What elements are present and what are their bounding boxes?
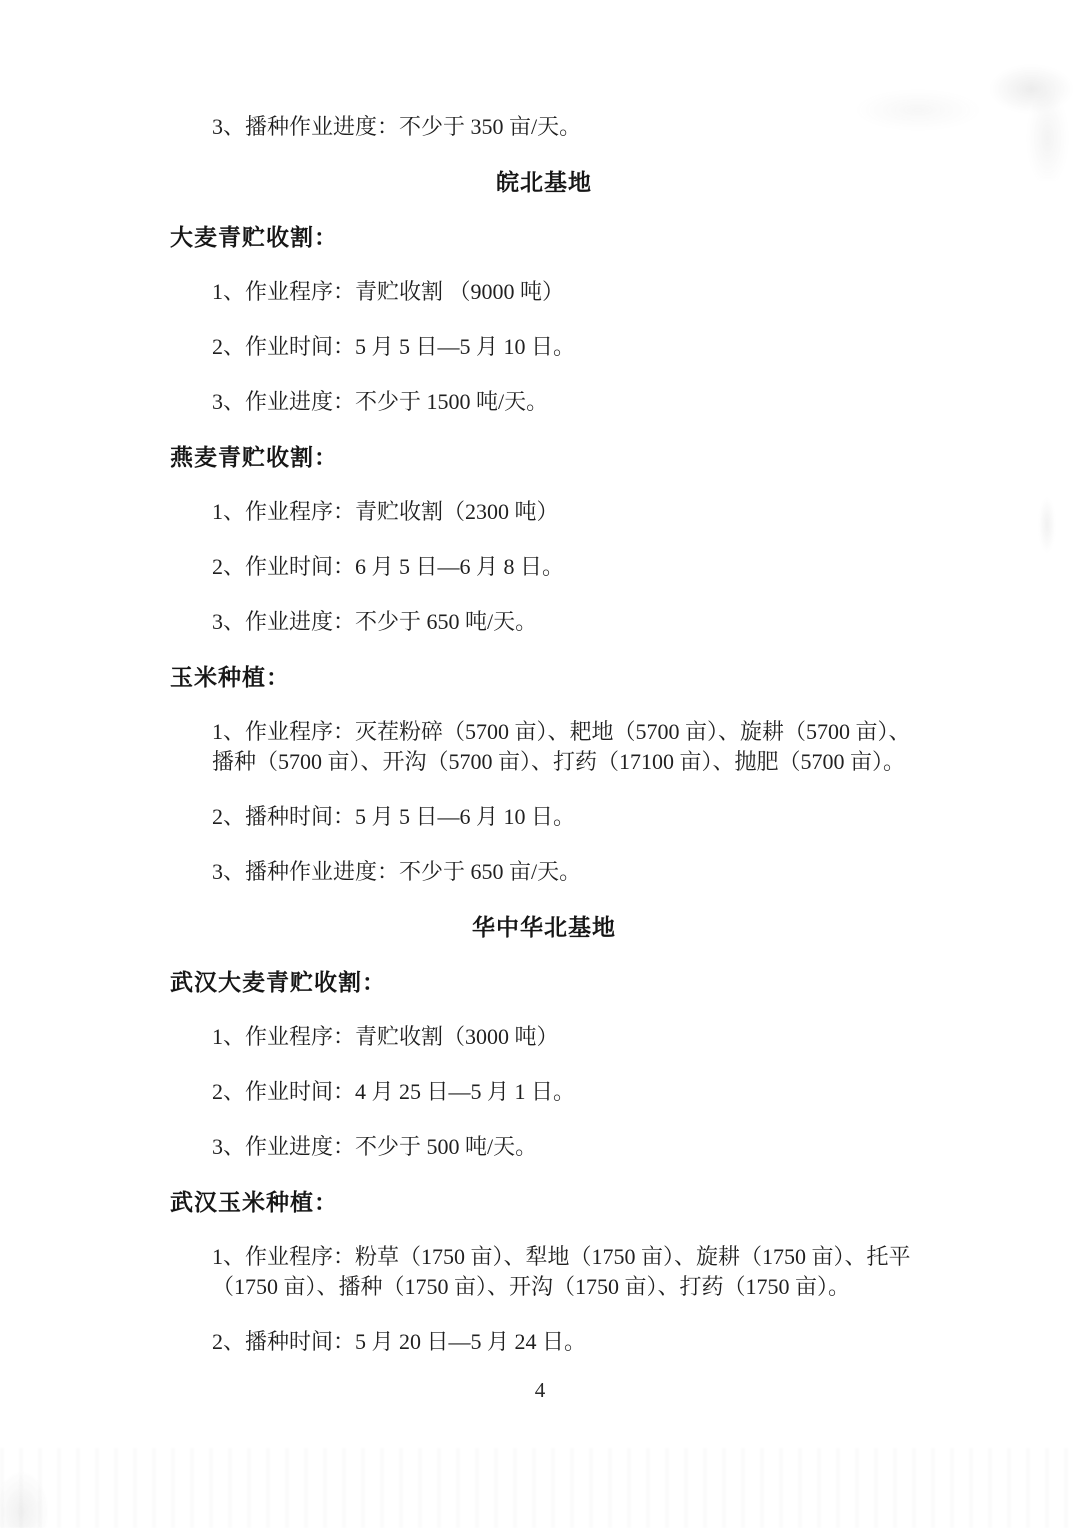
- list-item: 1、作业程序：青贮收割 （9000 吨）: [212, 279, 565, 304]
- block-title-wuhan-barley-silage-harvest: 武汉大麦青贮收割：: [170, 969, 386, 995]
- list-item: 2、作业时间：4 月 25 日—5 月 1 日。: [212, 1079, 576, 1104]
- list-item: 1、作业程序：青贮收割（2300 吨）: [212, 499, 559, 524]
- scan-noise-bottom-band: [0, 1448, 1080, 1528]
- list-item: 1、作业程序：灭茬粉碎（5700 亩）、耙地（5700 亩）、旋耕（5700 亩）、播种（5700 亩）、开沟（5700 亩）、打药（17100 亩）、抛肥（5700 亩）。: [212, 719, 911, 774]
- list-item-sowing-progress-prev-section: 3、播种作业进度：不少于 350 亩/天。: [212, 114, 582, 139]
- list-item: 1、作业程序：粉草（1750 亩）、犁地（1750 亩）、旋耕（1750 亩）、托平（1750 亩）、播种（1750 亩）、开沟（1750 亩）、打药（1750 亩）。: [212, 1244, 911, 1299]
- document-content: [170, 112, 918, 1382]
- list-item: 3、作业进度：不少于 650 吨/天。: [212, 609, 538, 634]
- page-footer: [0, 1378, 1080, 1403]
- list-item: 2、作业时间：5 月 5 日—5 月 10 日。: [212, 334, 576, 359]
- section-heading-huazhong-huabei-base: 华中华北基地: [472, 914, 616, 940]
- list-item: 3、作业进度：不少于 1500 吨/天。: [212, 389, 549, 414]
- list-item: 2、作业时间：6 月 5 日—6 月 8 日。: [212, 554, 565, 579]
- block-title-corn-planting: 玉米种植：: [170, 664, 290, 690]
- scan-smudge-right-middle: [1022, 470, 1072, 580]
- page-number: 4: [534, 1378, 546, 1402]
- list-item: 3、播种作业进度：不少于 650 亩/天。: [212, 859, 582, 884]
- list-item: 2、播种时间：5 月 20 日—5 月 24 日。: [212, 1329, 587, 1354]
- section-heading-wanbei-base: 皖北基地: [496, 169, 592, 195]
- block-title-wuhan-corn-planting: 武汉玉米种植：: [170, 1189, 338, 1215]
- block-title-oat-silage-harvest: 燕麦青贮收割：: [170, 444, 338, 470]
- list-item: 1、作业程序：青贮收割（3000 吨）: [212, 1024, 559, 1049]
- block-title-barley-silage-harvest: 大麦青贮收割：: [170, 224, 338, 250]
- list-item: 2、播种时间：5 月 5 日—6 月 10 日。: [212, 804, 576, 829]
- list-item: 3、作业进度：不少于 500 吨/天。: [212, 1134, 538, 1159]
